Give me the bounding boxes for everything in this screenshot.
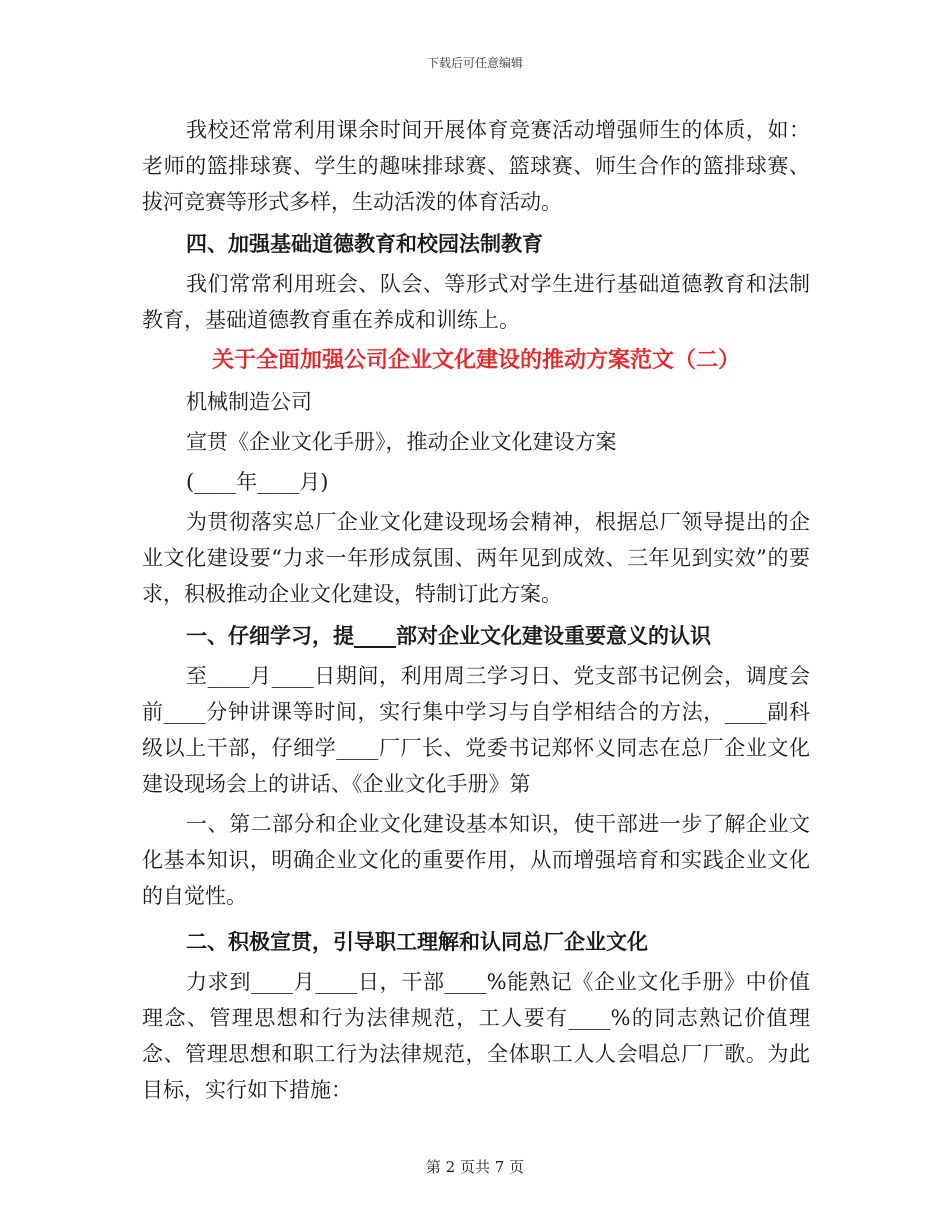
paragraph-publicize: 力求到____月____日，干部____%能熟记《企业文化手册》中价值理念、管理思想和行为法律规范，工人要有____%的同志熟记价值理念、管理思想和职工行为法律规范，全体职工人人会唱总厂厂歌。为此目标，实行如下措施： xyxy=(142,970,810,1102)
paragraph-study-continued: 一、第二部分和企业文化建设基本知识，使干部进一步了解企业文化基本知识，明确企业文化的重要作用，从而增强培育和实践企业文化的自觉性。 xyxy=(142,812,810,908)
document-body xyxy=(142,112,810,1112)
heading-publicize: 二、积极宣贯，引导职工理解和认同总厂企业文化 xyxy=(186,929,648,954)
paragraph-sports: 我校还常常利用课余时间开展体育竞赛活动增强师生的体质，如：老师的篮排球赛、学生的趣味排球赛、篮球赛、师生合作的篮排球赛、拔河竞赛等形式多样，生动活泼的体育活动。 xyxy=(142,118,810,214)
paragraph-moral-education: 我们常常利用班会、队会、等形式对学生进行基础道德教育和法制教育，基础道德教育重在养成和训练上。 xyxy=(142,272,810,332)
company-name: 机械制造公司 xyxy=(186,390,312,414)
document-title: 关于全面加强公司企业文化建设的推动方案范文（二） xyxy=(211,347,740,373)
plan-subtitle: 宣贯《企业文化手册》，推动企业文化建设方案 xyxy=(186,430,617,454)
paragraph-intro: 为贯彻落实总厂企业文化建设现场会精神，根据总厂领导提出的企业文化建设要“力求一年形成氛围、两年见到成效、三年见到实效”的要求，积极推动企业文化建设，特制订此方案。 xyxy=(142,510,810,606)
heading-moral-education: 四、加强基础道德教育和校园法制教育 xyxy=(186,231,543,256)
paragraph-study: 至____月____日期间，利用周三学习日、党支部书记例会，调度会前____分钟讲课等时间，实行集中学习与自学相结合的方法，____副科级以上干部，仔细学____厂厂长、党委书记郑怀义同志在总厂企业文化建设现场会上的讲话、《企业文化手册》第 xyxy=(142,664,810,796)
page-header-note: 下载后可任意编辑 xyxy=(426,56,523,70)
heading-study: 一、仔细学习，提____部对企业文化建设重要意义的认识 xyxy=(186,623,711,648)
page-number: 第 2 页共 7 页 xyxy=(425,1158,525,1176)
date-line: (____年____月) xyxy=(186,470,329,494)
